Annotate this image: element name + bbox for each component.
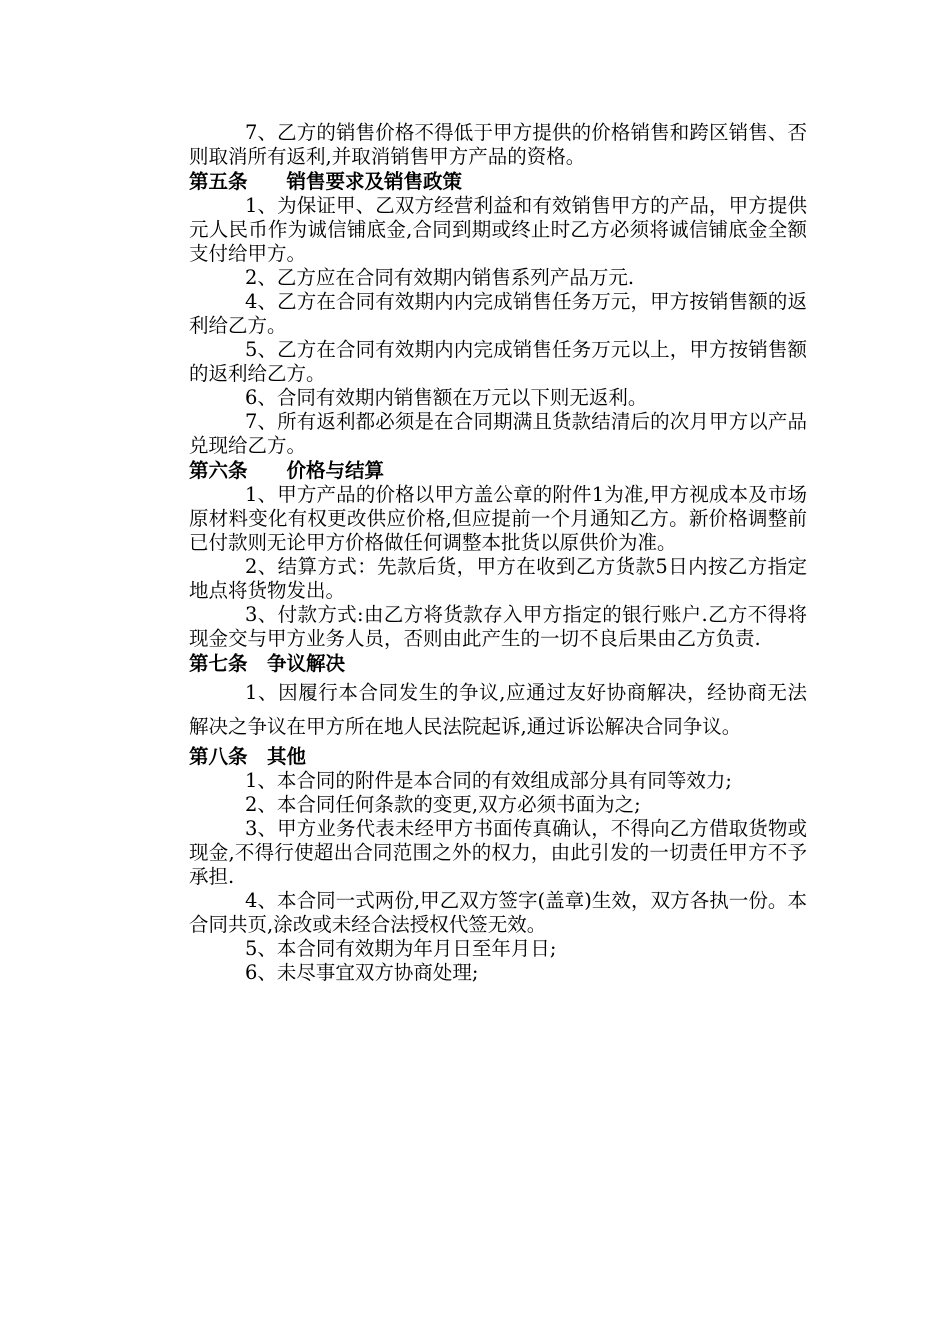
article7-item-1: 1、因履行本合同发生的争议,应通过友好协商解决，经协商无法解决之争议在甲方所在地人民法院起诉,通过诉讼解决合同争议。 xyxy=(189,681,807,738)
article8-item-1: 1、本合同的附件是本合同的有效组成部分具有同等效力; xyxy=(245,769,732,792)
article5-item-4: 4、乙方在合同有效期内内完成销售任务万元，甲方按销售额的返利给乙方。 xyxy=(189,290,807,337)
article5-item-7: 7、所有返利都必须是在合同期满且货款结清后的次月甲方以产品兑现给乙方。 xyxy=(189,410,807,457)
article7-heading: 第七条 争议解决 xyxy=(189,652,346,675)
document-body xyxy=(189,121,807,985)
article5-item-1: 1、为保证甲、乙双方经营利益和有效销售甲方的产品，甲方提供元人民币作为诚信铺底金,合同到期或终止时乙方必须将诚信铺底金全额支付给甲方。 xyxy=(189,194,807,265)
article5-item-2: 2、乙方应在合同有效期内销售系列产品万元. xyxy=(245,266,635,289)
article5-item-6: 6、合同有效期内销售额在万元以下则无返利。 xyxy=(245,386,648,409)
article8-item-6: 6、未尽事宜双方协商处理; xyxy=(245,961,479,984)
article6-item-3: 3、付款方式:由乙方将货款存入甲方指定的银行账户.乙方不得将现金交与甲方业务人员，否则由此产生的一切不良后果由乙方负责. xyxy=(189,603,807,650)
article8-item-4: 4、本合同一式两份,甲乙双方签字(盖章)生效，双方各执一份。本合同共页,涂改或未经合法授权代签无效。 xyxy=(189,889,807,936)
article5-item-5: 5、乙方在合同有效期内内完成销售任务万元以上，甲方按销售额的返利给乙方。 xyxy=(189,338,807,385)
article6-item-2: 2、结算方式：先款后货，甲方在收到乙方货款5日内按乙方指定地点将货物发出。 xyxy=(189,555,807,602)
article6-heading: 第六条 价格与结算 xyxy=(189,459,385,482)
article5-heading: 第五条 销售要求及销售政策 xyxy=(189,170,463,193)
article8-heading: 第八条 其他 xyxy=(189,745,307,768)
article6-item-1: 1、甲方产品的价格以甲方盖公章的附件1为准,甲方视成本及市场原材料变化有权更改供应价格,但应提前一个月通知乙方。新价格调整前已付款则无论甲方价格做任何调整本批货以原供价为准。 xyxy=(189,483,807,554)
article8-item-2: 2、本合同任何条款的变更,双方必须书面为之; xyxy=(245,793,641,816)
article4-item-7: 7、乙方的销售价格不得低于甲方提供的价格销售和跨区销售、否则取消所有返利,并取消销售甲方产品的资格。 xyxy=(189,121,807,168)
article8-item-3: 3、甲方业务代表未经甲方书面传真确认，不得向乙方借取货物或现金,不得行使超出合同范围之外的权力，由此引发的一切责任甲方不予承担. xyxy=(189,817,807,888)
article8-item-5: 5、本合同有效期为年月日至年月日; xyxy=(245,937,557,960)
